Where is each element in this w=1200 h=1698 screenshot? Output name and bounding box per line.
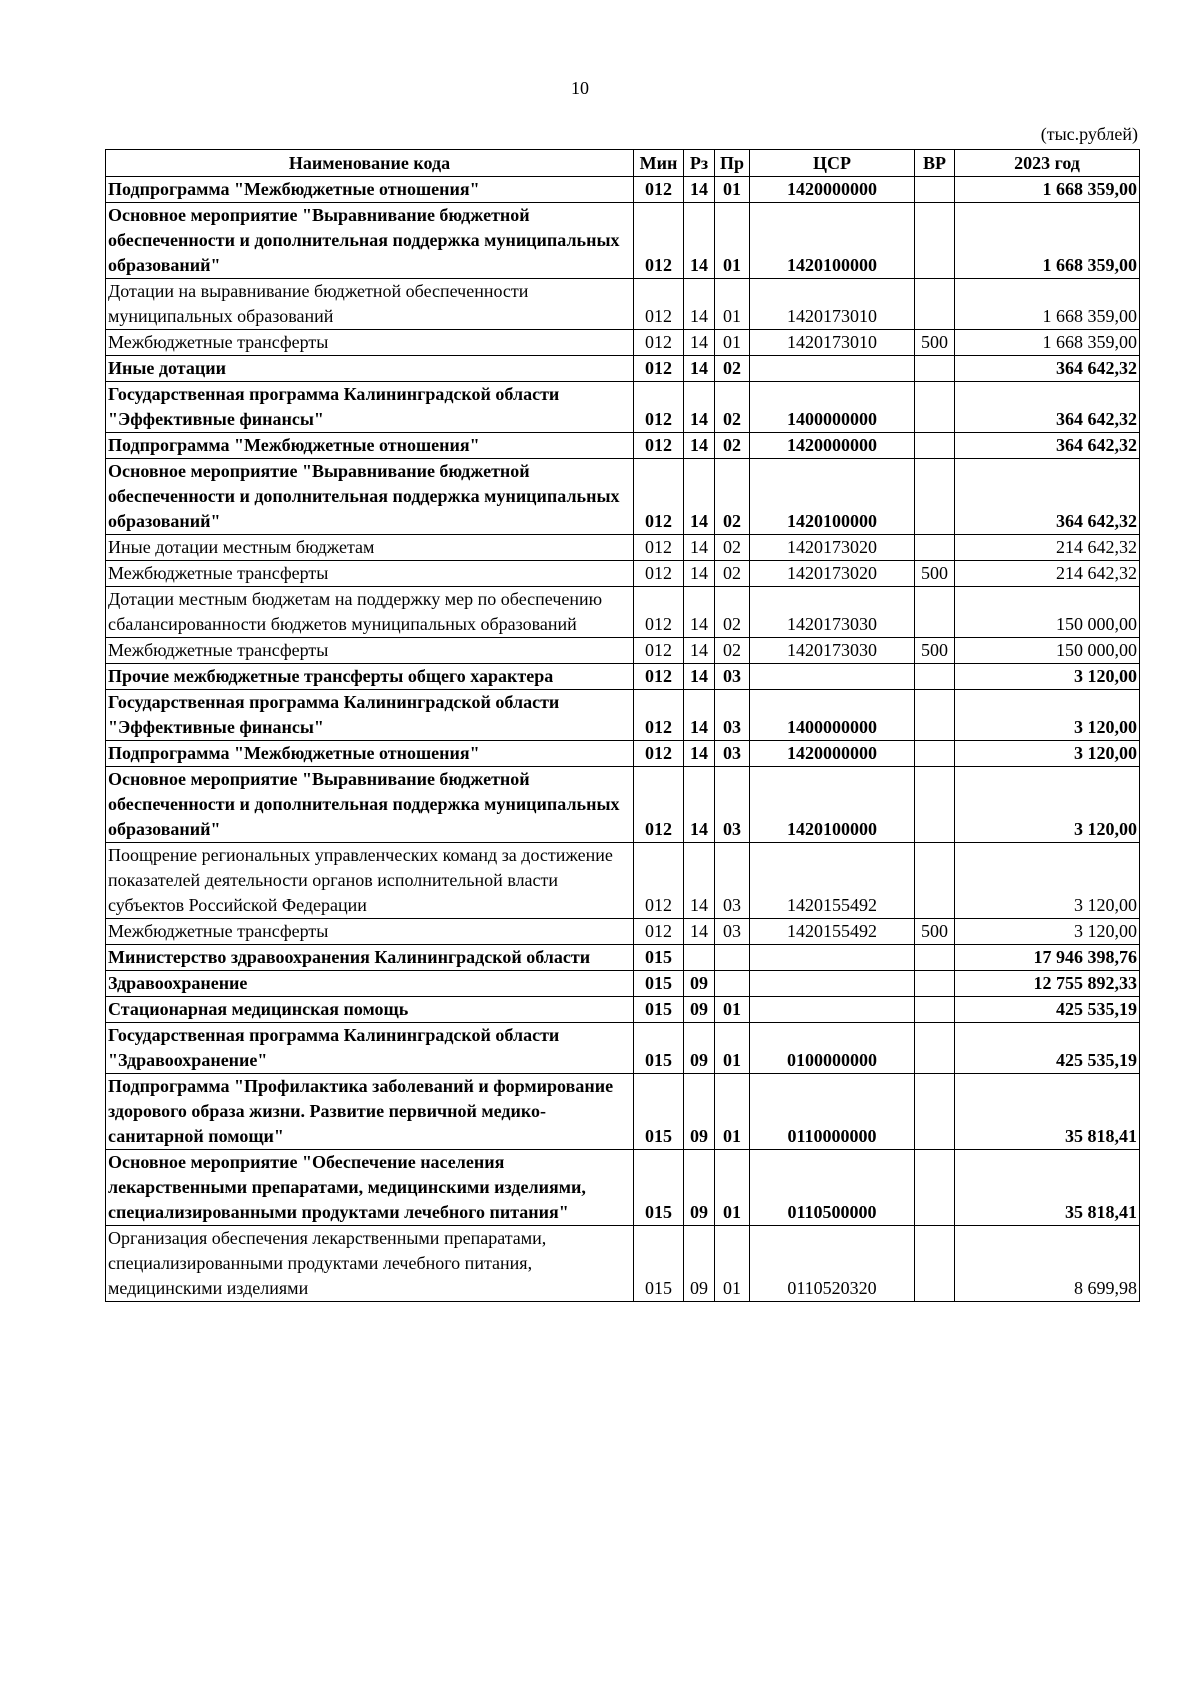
- cell-csr: 1400000000: [750, 690, 915, 741]
- cell-name: Иные дотации местным бюджетам: [106, 535, 634, 561]
- cell-pr: 02: [715, 433, 750, 459]
- table-row: [106, 587, 1140, 638]
- cell-vr: [915, 1226, 955, 1302]
- cell-min: 012: [634, 279, 684, 330]
- cell-pr: 01: [715, 330, 750, 356]
- cell-csr: [750, 997, 915, 1023]
- table-row: [106, 177, 1140, 203]
- cell-csr: 0110500000: [750, 1150, 915, 1226]
- cell-sum: 425 535,19: [955, 997, 1140, 1023]
- cell-csr: [750, 664, 915, 690]
- cell-pr: 02: [715, 459, 750, 535]
- cell-name: Межбюджетные трансферты: [106, 330, 634, 356]
- table-row: [106, 767, 1140, 843]
- cell-min: 012: [634, 741, 684, 767]
- cell-rz: [684, 945, 715, 971]
- cell-rz: 14: [684, 356, 715, 382]
- cell-pr: 01: [715, 1150, 750, 1226]
- cell-min: 015: [634, 971, 684, 997]
- cell-sum: 150 000,00: [955, 638, 1140, 664]
- table-row: [106, 330, 1140, 356]
- cell-pr: 03: [715, 690, 750, 741]
- table-row: [106, 690, 1140, 741]
- cell-sum: 35 818,41: [955, 1150, 1140, 1226]
- cell-sum: 1 668 359,00: [955, 203, 1140, 279]
- cell-sum: 3 120,00: [955, 767, 1140, 843]
- table-row: [106, 971, 1140, 997]
- cell-name: Основное мероприятие "Выравнивание бюджетной обеспеченности и дополнительная поддержка муниципальных образований": [106, 203, 634, 279]
- cell-sum: 3 120,00: [955, 919, 1140, 945]
- cell-name: Государственная программа Калининградской области "Здравоохранение": [106, 1023, 634, 1074]
- cell-csr: 1420173030: [750, 587, 915, 638]
- cell-min: 015: [634, 1074, 684, 1150]
- table-row: [106, 1023, 1140, 1074]
- header-vr: ВР: [915, 150, 955, 177]
- header-sum: 2023 год: [955, 150, 1140, 177]
- cell-name: Организация обеспечения лекарственными препаратами, специализированными продуктами лечебного питания, медицинскими изделиями: [106, 1226, 634, 1302]
- units-label: (тыс.рублей): [1040, 124, 1138, 144]
- cell-csr: [750, 356, 915, 382]
- cell-name: Дотации на выравнивание бюджетной обеспеченности муниципальных образований: [106, 279, 634, 330]
- cell-csr: 1420173020: [750, 561, 915, 587]
- cell-vr: [915, 587, 955, 638]
- cell-rz: 09: [684, 1150, 715, 1226]
- cell-min: 012: [634, 587, 684, 638]
- cell-min: 012: [634, 843, 684, 919]
- cell-vr: [915, 1074, 955, 1150]
- cell-pr: 03: [715, 919, 750, 945]
- cell-sum: 1 668 359,00: [955, 330, 1140, 356]
- cell-min: 012: [634, 690, 684, 741]
- cell-rz: 14: [684, 664, 715, 690]
- cell-pr: 01: [715, 1074, 750, 1150]
- header-min: Мин: [634, 150, 684, 177]
- table-row: [106, 1150, 1140, 1226]
- cell-csr: 0100000000: [750, 1023, 915, 1074]
- cell-vr: [915, 459, 955, 535]
- cell-min: 012: [634, 638, 684, 664]
- cell-rz: 14: [684, 330, 715, 356]
- cell-pr: 01: [715, 1226, 750, 1302]
- table-row: [106, 1074, 1140, 1150]
- cell-vr: 500: [915, 330, 955, 356]
- cell-rz: 09: [684, 997, 715, 1023]
- cell-vr: [915, 177, 955, 203]
- cell-name: Подпрограмма "Межбюджетные отношения": [106, 177, 634, 203]
- cell-pr: 01: [715, 203, 750, 279]
- budget-table: [105, 149, 1140, 1302]
- table-row: [106, 1226, 1140, 1302]
- cell-rz: 14: [684, 690, 715, 741]
- cell-csr: 1420173020: [750, 535, 915, 561]
- cell-pr: [715, 945, 750, 971]
- cell-rz: 14: [684, 767, 715, 843]
- cell-min: 012: [634, 561, 684, 587]
- table-body: [106, 177, 1140, 1302]
- table-row: [106, 561, 1140, 587]
- cell-pr: 02: [715, 535, 750, 561]
- cell-min: 012: [634, 382, 684, 433]
- cell-csr: 1420155492: [750, 843, 915, 919]
- cell-rz: 14: [684, 638, 715, 664]
- cell-sum: 364 642,32: [955, 459, 1140, 535]
- cell-min: 015: [634, 1023, 684, 1074]
- cell-vr: [915, 433, 955, 459]
- cell-min: 012: [634, 919, 684, 945]
- cell-pr: 02: [715, 561, 750, 587]
- cell-name: Основное мероприятие "Обеспечение населения лекарственными препаратами, медицинскими изделиями, специализированными продуктами лечебного питания": [106, 1150, 634, 1226]
- cell-name: Основное мероприятие "Выравнивание бюджетной обеспеченности и дополнительная поддержка муниципальных образований": [106, 459, 634, 535]
- table-row: [106, 459, 1140, 535]
- cell-csr: 1420000000: [750, 433, 915, 459]
- cell-rz: 14: [684, 919, 715, 945]
- cell-csr: [750, 971, 915, 997]
- cell-vr: 500: [915, 919, 955, 945]
- table-row: [106, 433, 1140, 459]
- cell-name: Здравоохранение: [106, 971, 634, 997]
- cell-min: 012: [634, 459, 684, 535]
- cell-vr: [915, 535, 955, 561]
- cell-csr: 1420100000: [750, 203, 915, 279]
- cell-name: Иные дотации: [106, 356, 634, 382]
- cell-sum: 425 535,19: [955, 1023, 1140, 1074]
- cell-pr: 02: [715, 356, 750, 382]
- cell-name: Подпрограмма "Межбюджетные отношения": [106, 741, 634, 767]
- cell-pr: 03: [715, 741, 750, 767]
- cell-rz: 14: [684, 587, 715, 638]
- cell-vr: [915, 971, 955, 997]
- cell-sum: 150 000,00: [955, 587, 1140, 638]
- cell-min: 015: [634, 945, 684, 971]
- table-row: [106, 664, 1140, 690]
- cell-min: 015: [634, 997, 684, 1023]
- table-row: [106, 203, 1140, 279]
- header-pr: Пр: [715, 150, 750, 177]
- cell-sum: 214 642,32: [955, 561, 1140, 587]
- cell-vr: [915, 843, 955, 919]
- cell-vr: [915, 203, 955, 279]
- cell-rz: 09: [684, 1074, 715, 1150]
- cell-min: 012: [634, 330, 684, 356]
- cell-sum: 3 120,00: [955, 843, 1140, 919]
- cell-rz: 14: [684, 433, 715, 459]
- page-number: 10: [571, 78, 589, 98]
- cell-sum: 3 120,00: [955, 664, 1140, 690]
- cell-min: 012: [634, 356, 684, 382]
- cell-name: Межбюджетные трансферты: [106, 561, 634, 587]
- cell-rz: 14: [684, 203, 715, 279]
- cell-pr: 01: [715, 279, 750, 330]
- cell-sum: 1 668 359,00: [955, 279, 1140, 330]
- cell-pr: 03: [715, 843, 750, 919]
- table-row: [106, 638, 1140, 664]
- cell-csr: 0110000000: [750, 1074, 915, 1150]
- cell-min: 012: [634, 664, 684, 690]
- cell-vr: [915, 741, 955, 767]
- cell-rz: 14: [684, 535, 715, 561]
- cell-sum: 35 818,41: [955, 1074, 1140, 1150]
- cell-sum: 364 642,32: [955, 382, 1140, 433]
- cell-name: Государственная программа Калининградской области "Эффективные финансы": [106, 690, 634, 741]
- cell-csr: 1420100000: [750, 767, 915, 843]
- cell-name: Межбюджетные трансферты: [106, 638, 634, 664]
- cell-vr: [915, 279, 955, 330]
- cell-pr: 01: [715, 1023, 750, 1074]
- table-row: [106, 279, 1140, 330]
- cell-sum: 3 120,00: [955, 690, 1140, 741]
- cell-rz: 14: [684, 177, 715, 203]
- cell-name: Прочие межбюджетные трансферты общего характера: [106, 664, 634, 690]
- cell-csr: 1420100000: [750, 459, 915, 535]
- cell-rz: 14: [684, 459, 715, 535]
- cell-min: 012: [634, 177, 684, 203]
- cell-vr: [915, 1023, 955, 1074]
- cell-vr: [915, 356, 955, 382]
- cell-sum: 12 755 892,33: [955, 971, 1140, 997]
- cell-csr: 1420155492: [750, 919, 915, 945]
- cell-vr: [915, 690, 955, 741]
- table-row: [106, 382, 1140, 433]
- cell-rz: 14: [684, 843, 715, 919]
- cell-rz: 14: [684, 741, 715, 767]
- cell-vr: [915, 997, 955, 1023]
- cell-csr: 1420173030: [750, 638, 915, 664]
- table-row: [106, 843, 1140, 919]
- cell-name: Министерство здравоохранения Калининградской области: [106, 945, 634, 971]
- cell-csr: 1400000000: [750, 382, 915, 433]
- cell-rz: 14: [684, 561, 715, 587]
- cell-sum: 1 668 359,00: [955, 177, 1140, 203]
- table-row: [106, 741, 1140, 767]
- cell-vr: [915, 767, 955, 843]
- header-rz: Рз: [684, 150, 715, 177]
- cell-pr: 02: [715, 638, 750, 664]
- cell-sum: 17 946 398,76: [955, 945, 1140, 971]
- table-row: [106, 945, 1140, 971]
- cell-csr: 0110520320: [750, 1226, 915, 1302]
- cell-rz: 09: [684, 1226, 715, 1302]
- cell-csr: 1420000000: [750, 177, 915, 203]
- cell-pr: 01: [715, 997, 750, 1023]
- cell-name: Стационарная медицинская помощь: [106, 997, 634, 1023]
- cell-min: 015: [634, 1150, 684, 1226]
- cell-name: Межбюджетные трансферты: [106, 919, 634, 945]
- header-name: Наименование кода: [106, 150, 634, 177]
- cell-min: 012: [634, 767, 684, 843]
- cell-vr: [915, 945, 955, 971]
- cell-name: Поощрение региональных управленческих команд за достижение показателей деятельности органов исполнительной власти субъектов Российской Федерации: [106, 843, 634, 919]
- cell-min: 012: [634, 535, 684, 561]
- cell-csr: 1420000000: [750, 741, 915, 767]
- table-row: [106, 356, 1140, 382]
- cell-rz: 09: [684, 1023, 715, 1074]
- cell-sum: 364 642,32: [955, 356, 1140, 382]
- cell-sum: 3 120,00: [955, 741, 1140, 767]
- cell-pr: 01: [715, 177, 750, 203]
- cell-name: Подпрограмма "Профилактика заболеваний и формирование здорового образа жизни. Развитие первичной медико-санитарной помощи": [106, 1074, 634, 1150]
- cell-csr: 1420173010: [750, 330, 915, 356]
- table-row: [106, 919, 1140, 945]
- cell-sum: 214 642,32: [955, 535, 1140, 561]
- cell-pr: [715, 971, 750, 997]
- cell-min: 012: [634, 433, 684, 459]
- table-row: [106, 535, 1140, 561]
- cell-vr: 500: [915, 561, 955, 587]
- cell-rz: 14: [684, 382, 715, 433]
- cell-rz: 09: [684, 971, 715, 997]
- cell-vr: [915, 382, 955, 433]
- cell-csr: 1420173010: [750, 279, 915, 330]
- cell-sum: 364 642,32: [955, 433, 1140, 459]
- cell-name: Подпрограмма "Межбюджетные отношения": [106, 433, 634, 459]
- cell-pr: 02: [715, 587, 750, 638]
- cell-vr: 500: [915, 638, 955, 664]
- cell-pr: 03: [715, 767, 750, 843]
- cell-name: Государственная программа Калининградской области "Эффективные финансы": [106, 382, 634, 433]
- table-header-row: [106, 150, 1140, 177]
- cell-vr: [915, 1150, 955, 1226]
- table-row: [106, 997, 1140, 1023]
- cell-pr: 02: [715, 382, 750, 433]
- header-csr: ЦСР: [750, 150, 915, 177]
- cell-min: 015: [634, 1226, 684, 1302]
- cell-vr: [915, 664, 955, 690]
- cell-pr: 03: [715, 664, 750, 690]
- cell-name: Дотации местным бюджетам на поддержку мер по обеспечению сбалансированности бюджетов муниципальных образований: [106, 587, 634, 638]
- cell-name: Основное мероприятие "Выравнивание бюджетной обеспеченности и дополнительная поддержка муниципальных образований": [106, 767, 634, 843]
- cell-csr: [750, 945, 915, 971]
- cell-rz: 14: [684, 279, 715, 330]
- cell-min: 012: [634, 203, 684, 279]
- cell-sum: 8 699,98: [955, 1226, 1140, 1302]
